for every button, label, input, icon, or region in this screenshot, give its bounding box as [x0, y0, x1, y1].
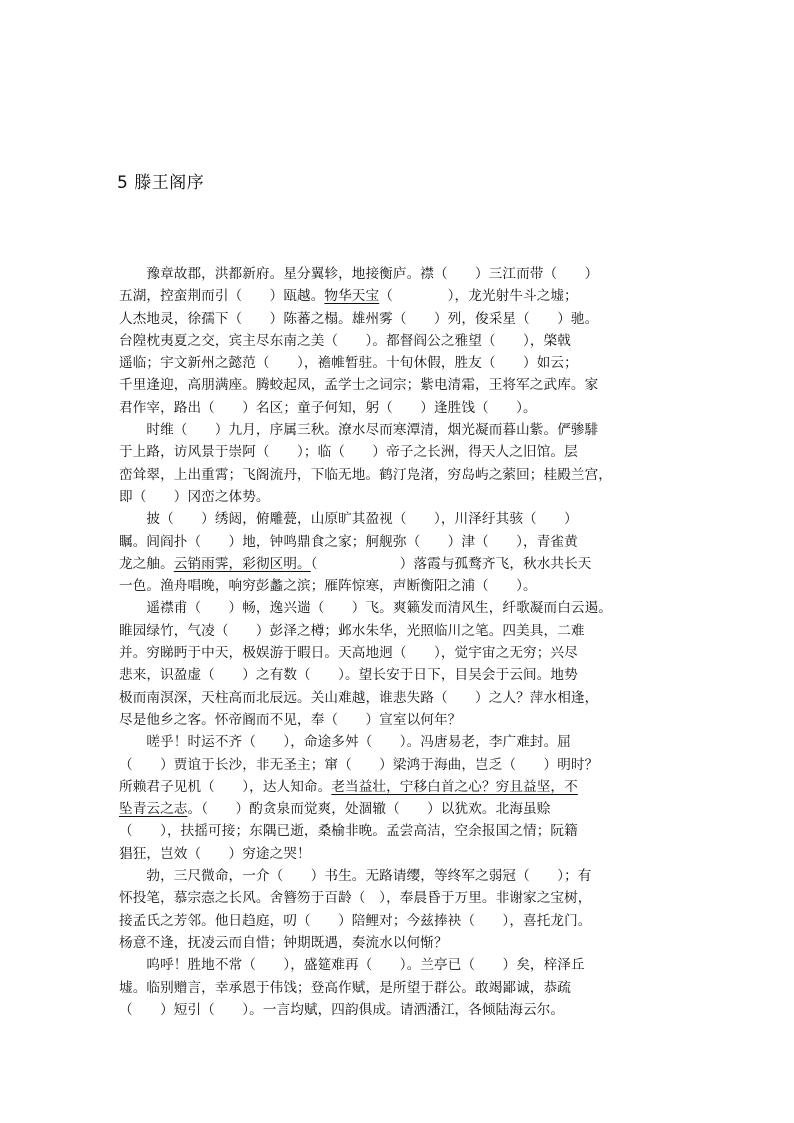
- underlined-text: 老当益壮，宁移白首之心？穷且益坚，不: [331, 778, 578, 795]
- text-line: [119, 263, 679, 285]
- text-segment: （ ）落霞与孤鹜齐飞，秋水共长天: [310, 555, 592, 572]
- text-line: [119, 999, 679, 1021]
- text-line: [119, 285, 679, 307]
- text-segment: 遥襟甫（ ）畅，逸兴遄（ ）飞。爽籁发而清风生，纤歌凝而白云遏。: [119, 600, 612, 617]
- text-line: [119, 977, 679, 999]
- text-line: [119, 731, 679, 753]
- text-segment: 千里逢迎，高朋满座。腾蛟起凤，孟学士之词宗；紫电清霜，王将军之武库。家: [119, 377, 599, 394]
- text-segment: 呜呼！胜地不常（ ），盛筵难再（ ）。兰亭已（ ）矣，梓泽丘: [119, 957, 585, 974]
- text-segment: 披（ ）绣闼，俯雕甍，山原旷其盈视（ ），川泽纡其骇（ ）: [119, 511, 578, 528]
- text-line: [119, 486, 679, 508]
- text-segment: 时维（ ）九月，序属三秋。潦水尽而寒潭清，烟光凝而暮山紫。俨骖騑: [119, 422, 599, 439]
- text-segment: 墟。临别赠言，幸承恩于伟饯；登高作赋，是所望于群公。敢竭鄙诚，恭疏: [119, 979, 571, 996]
- text-line: [119, 575, 679, 597]
- text-segment: 睢园绿竹，气凌（ ）彭泽之樽；邺水朱华，光照临川之笔。四美具，二难: [119, 622, 585, 639]
- text-line: [119, 910, 679, 932]
- text-segment: 怀投笔，慕宗悫之长风。舍簪笏于百龄（ ），奉晨昏于万里。非谢家之宝树，: [119, 890, 592, 907]
- text-line: [119, 508, 679, 530]
- text-line: [119, 932, 679, 954]
- text-segment: 猖狂，岂效（ ）穷途之哭！: [119, 845, 311, 862]
- text-segment: 接孟氏之芳邻。他日趋庭，叨（ ）陪鲤对；今兹捧袂（ ），喜托龙门。: [119, 912, 592, 929]
- text-line: [119, 709, 679, 731]
- text-segment: （ ），龙光射牛斗之墟；: [379, 288, 578, 305]
- underlined-text: 云销雨霁，彩彻区明。: [173, 555, 311, 572]
- text-segment: 尽是他乡之客。怀帝阍而不见，奉（ ）宣室以何年？: [119, 711, 462, 728]
- text-line: [119, 820, 679, 842]
- text-line: [119, 397, 679, 419]
- text-segment: （ ）贾谊于长沙，非无圣主；窜（ ）梁鸿于海曲，岂乏（ ）明时？: [119, 756, 599, 773]
- text-segment: 五湖，控蛮荆而引（ ）瓯越。: [119, 288, 325, 305]
- text-segment: 勃，三尺微命，一介（ ）书生。无路请缨，等终军之弱冠（ ）；有: [119, 868, 592, 885]
- text-segment: 龙之舳。: [119, 555, 174, 572]
- text-segment: 瞩。闾阎扑（ ）地，钟鸣鼎食之家；舸舰弥（ ）津（ ），青雀黄: [119, 533, 578, 550]
- text-line: [119, 843, 679, 865]
- text-line: [119, 352, 679, 374]
- underlined-text: 物华天宝: [324, 288, 380, 305]
- text-segment: 所赖君子见机（ ），达人知命。: [119, 778, 332, 795]
- text-segment: 即（ ）冈峦之体势。: [119, 488, 270, 505]
- text-segment: 极而南溟深，天柱高而北辰远。关山难越，谁悲失路（ ）之人？萍水相逢，: [119, 689, 599, 706]
- text-segment: 峦耸翠，上出重霄；飞阁流丹，下临无地。鹤汀凫渚，穷岛屿之萦回；桂殿兰宫，: [119, 466, 612, 483]
- text-line: [119, 597, 679, 619]
- text-segment: 悲来，识盈虚（ ）之有数（ ）。望长安于日下，目吴会于云间。地势: [119, 667, 578, 684]
- text-segment: （ ）短引（ ）。一言均赋，四韵俱成。请洒潘江，各倾陆海云尔。: [119, 1001, 565, 1018]
- text-line: [119, 954, 679, 976]
- text-line: [119, 374, 679, 396]
- text-segment: 君作宰，路出（ ）名区；童子何知，躬（ ）逢胜饯（ ）。: [119, 399, 537, 416]
- document-body: [119, 263, 679, 1021]
- text-line: [119, 664, 679, 686]
- text-line: [119, 441, 679, 463]
- text-line: [119, 464, 679, 486]
- text-segment: 杨意不逢，抚凌云而自惜；钟期既遇，奏流水以何惭？: [119, 934, 448, 951]
- text-line: [119, 865, 679, 887]
- text-segment: 豫章故郡，洪都新府。星分翼轸，地接衡庐。襟（ ）三江而带（ ）: [119, 266, 599, 282]
- text-segment: 于上路，访风景于崇阿（ ）；临（ ）帝子之长洲，得天人之旧馆。层: [119, 444, 578, 461]
- underlined-text: 坠青云之志: [119, 801, 188, 818]
- text-segment: （ ），扶摇可接；东隅已逝，桑榆非晚。孟尝高洁，空余报国之情；阮籍: [119, 823, 578, 840]
- text-line: [119, 887, 679, 909]
- text-segment: 嗟乎！时运不齐（ ），命途多舛（ ）。冯唐易老，李广难封。屈: [119, 734, 571, 751]
- text-line: [119, 687, 679, 709]
- text-segment: 台隍枕夷夏之交，宾主尽东南之美（ ）。都督阎公之雅望（ ），棨戟: [119, 332, 571, 349]
- text-line: [119, 754, 679, 776]
- text-line: [119, 531, 679, 553]
- text-line: [119, 553, 679, 575]
- text-line: [119, 620, 679, 642]
- text-line: [119, 776, 679, 798]
- document-title: 5 滕王阁序: [117, 173, 205, 193]
- text-line: [119, 330, 679, 352]
- text-segment: 人杰地灵，徐孺下（ ）陈蕃之榻。雄州雾（ ）列，俊采星（ ）驰。: [119, 310, 599, 327]
- text-line: [119, 798, 679, 820]
- text-segment: 遥临；宇文新州之懿范（ ），襜帷暂驻。十旬休假，胜友（ ）如云；: [119, 355, 578, 372]
- text-line: [119, 419, 679, 441]
- text-segment: 并。穷睇眄于中天，极娱游于暇日。天高地迥（ ），觉宇宙之无穷；兴尽: [119, 645, 578, 662]
- text-line: [119, 308, 679, 330]
- text-segment: 。（ ）酌贪泉而觉爽，处涸辙（ ）以犹欢。北海虽赊: [187, 801, 551, 818]
- text-line: [119, 642, 679, 664]
- text-segment: 一色。渔舟唱晚，响穷彭蠡之滨；雁阵惊寒，声断衡阳之浦（ ）。: [119, 578, 537, 595]
